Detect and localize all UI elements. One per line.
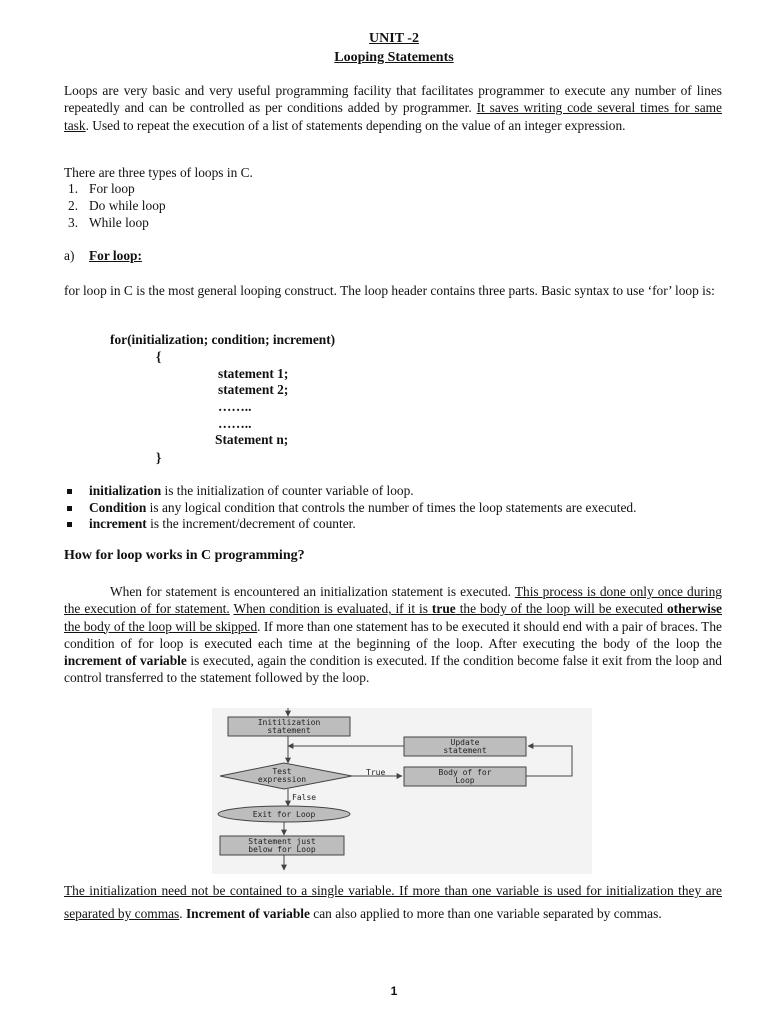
list-number: 1.	[68, 181, 79, 196]
list-number: 2.	[68, 198, 79, 213]
how-text: When condition is evaluated, if it is	[233, 601, 432, 617]
for-loop-flowchart	[212, 708, 592, 874]
syntax-dots-1: ……..	[218, 399, 252, 414]
list-item	[64, 516, 744, 533]
syntax-close-brace: }	[156, 450, 162, 465]
bullet-text: is the increment/decrement of counter.	[146, 516, 356, 532]
list-item	[64, 500, 744, 517]
closing-text: can also applied to more than one variable separated by commas.	[309, 906, 662, 921]
exit-label: Exit for Loop	[252, 810, 316, 819]
false-label: False	[292, 793, 317, 802]
init-label-2: statement	[267, 726, 311, 735]
how-bold: otherwise	[666, 601, 722, 617]
body-label-1: Body of for	[438, 768, 492, 777]
how-text: the body of the loop will be skipped	[64, 618, 258, 634]
list-label: For loop	[89, 181, 135, 196]
closing-text: .	[179, 906, 186, 921]
syntax-statement-n: Statement n;	[215, 432, 289, 447]
how-text: the body of the loop will be executed	[455, 601, 667, 617]
loop-types-list	[64, 180, 166, 231]
syntax-dots-2: ……..	[218, 416, 252, 431]
bullet-term: increment	[89, 516, 147, 532]
syntax-statement-2: statement 2;	[218, 382, 289, 397]
true-label: True	[366, 768, 386, 777]
list-label: While loop	[89, 215, 149, 230]
closing-paragraph	[64, 879, 722, 925]
update-label-1: Update	[450, 738, 480, 747]
below-label-2: below for Loop	[248, 845, 316, 854]
list-item	[64, 214, 166, 231]
unit-subtitle: Looping Statements	[334, 50, 454, 65]
for-intro: for loop in C is the most general looping construct. The loop header contains three parts. Basic syntax to use ‘for’ loop is:	[64, 283, 715, 298]
bullet-text: is any logical condition that controls the number of times the loop statements are executed.	[146, 499, 637, 515]
unit-title: UNIT -2	[369, 31, 419, 46]
bullet-square-icon	[67, 522, 72, 527]
syntax-open-brace: {	[156, 349, 162, 364]
section-a-heading	[64, 248, 142, 264]
how-text: is executed, again the condition is executed. If the condition become false it exit from the loop and control transferred to the statement followed by the loop.	[64, 653, 722, 686]
intro-underlined: It saves writing code several times for same task	[64, 100, 722, 133]
how-text: . If more than one statement has to be executed it should end with a pair of braces. The condition of for loop is executed each time at the beginning of the loop. After executing the body of the loop the	[64, 618, 722, 651]
syntax-statement-1: statement 1;	[218, 366, 289, 381]
types-intro: There are three types of loops in C.	[64, 165, 253, 180]
bullet-text: is the initialization of counter variable of loop.	[161, 483, 414, 498]
intro-text-1: Loops are very basic and very useful programming facility that facilitates programmer to execute any number of lines repeatedly and can be controlled as per conditions added by programmer.	[64, 83, 722, 116]
bullet-square-icon	[67, 506, 72, 511]
intro-text-2: . Used to repeat the execution of a list of statements depending on the value of an integer expression.	[85, 117, 626, 133]
section-label: a)	[64, 248, 75, 263]
syntax-parts-list	[64, 483, 744, 533]
how-underlined: This process is done only once during the execution of for statement.	[64, 584, 722, 617]
below-label-1: Statement just	[248, 837, 316, 846]
list-item	[64, 180, 166, 197]
bullet-term: Condition	[89, 499, 147, 515]
body-label-2: Loop	[455, 776, 475, 785]
update-label-2: statement	[443, 746, 487, 755]
list-label: Do while loop	[89, 198, 166, 213]
bullet-square-icon	[67, 489, 72, 494]
test-label-1: Test	[272, 767, 292, 776]
test-label-2: expression	[257, 775, 307, 784]
list-item	[64, 483, 744, 500]
how-heading: How for loop works in C programming?	[64, 548, 305, 563]
closing-bold: Increment of variable	[185, 906, 310, 921]
list-number: 3.	[68, 215, 79, 230]
intro-paragraph	[64, 82, 722, 134]
how-text: When for statement is encountered an initialization statement is executed.	[110, 584, 515, 599]
bullet-term: initialization	[89, 483, 162, 498]
how-bold: increment of variable	[64, 653, 187, 669]
section-title: For loop:	[89, 248, 142, 263]
syntax-header: for(initialization; condition; increment)	[110, 332, 336, 347]
how-bold: true	[431, 601, 456, 617]
how-paragraph	[64, 583, 722, 687]
list-item	[64, 197, 166, 214]
init-label-1: Initilization	[257, 718, 321, 727]
closing-underlined: The initialization need not be contained to a single variable. If more than one variable is used for initialization they are separated by commas	[64, 883, 722, 921]
page-number: 1	[390, 984, 398, 998]
